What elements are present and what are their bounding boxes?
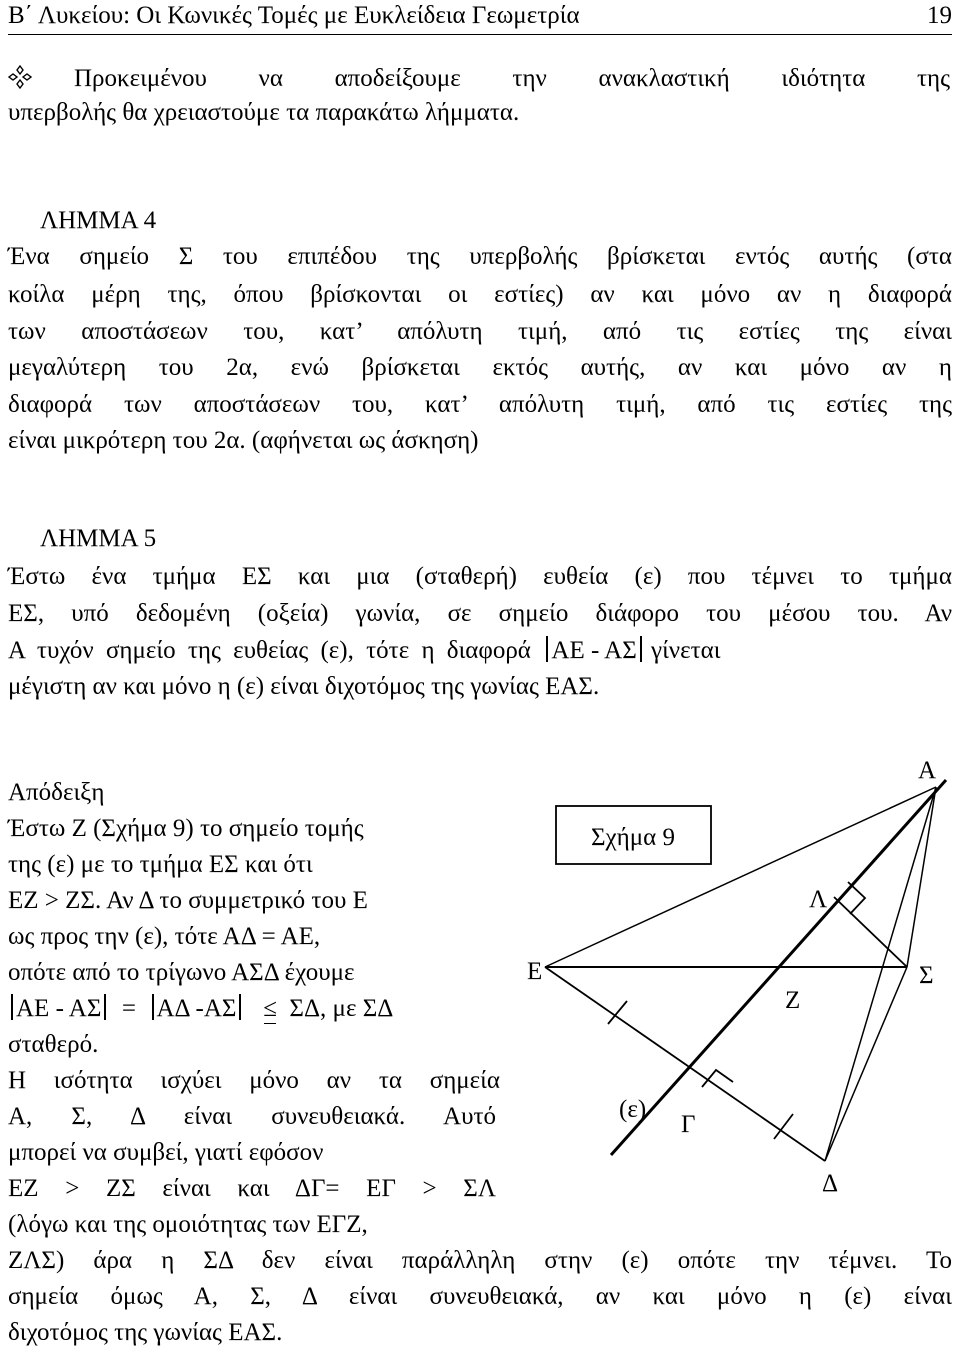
lemma4-line-6: είναι μικρότερη του 2α. (αφήνεται ως άσκηση) [8,427,479,454]
label-E: Ε [527,958,543,985]
label-epsilon: (ε) [619,1096,647,1123]
header-title: Β΄ Λυκείου: Οι Κωνικές Τομές με Ευκλείδεια Γεωμετρία [8,2,580,29]
label-S: Σ [919,962,934,989]
proof-line-9: Α, Σ, Δ είναι συνευθειακά. Αυτό [8,1103,496,1130]
proof-line-7: σταθερό. [8,1031,99,1058]
proof-line-2: της (ε) με το τμήμα ΕΣ και ότι [8,851,313,878]
lemma5-line-2: ΕΣ, υπό δεδομένη (οξεία) γωνία, σε σημείο διάφορο του μέσου του. Αν [8,600,952,627]
segment-SL [834,897,907,967]
lemma5-line-1: Έστω ένα τμήμα ΕΣ και μια (σταθερή) ευθεία (ε) που τέμνει το τμήμα [8,563,952,590]
label-G: Γ [681,1111,696,1138]
leq-sign: ≤ [263,992,277,1026]
proof-title: Απόδειξη [8,779,105,806]
lemma5-title: ΛΗΜΜΑ 5 [40,525,157,552]
proof-line-3: ΕΖ > ΖΣ. Αν Δ το συμμετρικό του Ε [8,887,368,914]
lemma4-line-1: Ένα σημείο Σ του επιπέδου της υπερβολής βρίσκεται εντός αυτής (στα [8,243,952,270]
proof-line-8: Η ισότητα ισχύει μόνο αν τα σημεία [8,1067,500,1094]
proof-line-11: ΕΖ > ΖΣ είναι και ΔΓ= ΕΓ > ΣΛ [8,1175,496,1202]
lemma5-line-3-end: γίνεται [651,637,721,664]
abs-ae-as-proof: ΑΕ - ΑΣ [16,995,102,1022]
label-D: Δ [822,1170,839,1197]
lemma4-line-4: μεγαλύτερη του 2α, ενώ βρίσκεται εκτός αυτής, αν και μόνο αν η [8,354,952,381]
lemma5-line-3-text: Α τυχόν σημείο της ευθείας (ε), τότε η διαφορά [8,637,531,664]
segment-AE [545,787,936,967]
proof-line-12: (λόγω και της ομοιότητας των ΕΓΖ, [8,1211,368,1238]
proof-line-13: ΖΛΣ) άρα η ΣΔ δεν είναι παράλληλη στην (ε) οπότε την τέμνει. Το [8,1247,952,1274]
lemma4-line-2: κοίλα μέρη της, όπου βρίσκονται οι εστίες) αν και μόνο αν η διαφορά [8,281,952,308]
segment-SD [825,967,907,1161]
label-L: Λ [809,886,828,913]
lemma4-line-3: των αποστάσεων του, κατ’ απόλυτη τιμή, από τις εστίες της είναι [8,318,952,345]
label-Z: Ζ [785,987,801,1014]
equals-sign: = [121,995,136,1022]
proof-line-6-end: ΣΔ, με ΣΔ [289,995,394,1022]
abs-ad-as: ΑΔ -ΑΣ [156,995,237,1022]
lemma4-line-5: διαφορά των αποστάσεων του, κατ’ απόλυτη τιμή, από τις εστίες της [8,391,952,418]
proof-line-4: ως προς την (ε), τότε ΑΔ = ΑΕ, [8,923,321,950]
label-A: Α [918,757,937,784]
proof-line-5: οπότε από το τρίγωνο ΑΣΔ έχουμε [8,959,355,986]
intro-text-1: Προκειμένου να αποδείξουμε την ανακλαστική ιδιότητα της [74,65,950,92]
proof-line-15: διχοτόμος της γωνίας ΕΑΣ. [8,1319,283,1346]
proof-line-14: σημεία όμως Α, Σ, Δ είναι συνευθειακά, αν και μόνο η (ε) είναι [8,1283,952,1310]
proof-line-1: Έστω Ζ (Σχήμα 9) το σημείο τομής [8,815,364,842]
tick-GD [774,1114,793,1139]
figure-caption: Σχήμα 9 [591,824,675,851]
intro-line-2: υπερβολής θα χρειαστούμε τα παρακάτω λήμματα. [8,99,520,126]
segment-AS [907,787,936,967]
lemma5-line-4: μέγιστη αν και μόνο η (ε) είναι διχοτόμος της γωνίας ΕΑΣ. [8,673,600,700]
abs-ae-as: ΑΕ - ΑΣ [551,637,637,664]
lemma4-title: ΛΗΜΜΑ 4 [40,207,157,234]
proof-line-10: μπορεί να συμβεί, γιατί εφόσον [8,1139,324,1166]
page-number: 19 [927,2,952,29]
